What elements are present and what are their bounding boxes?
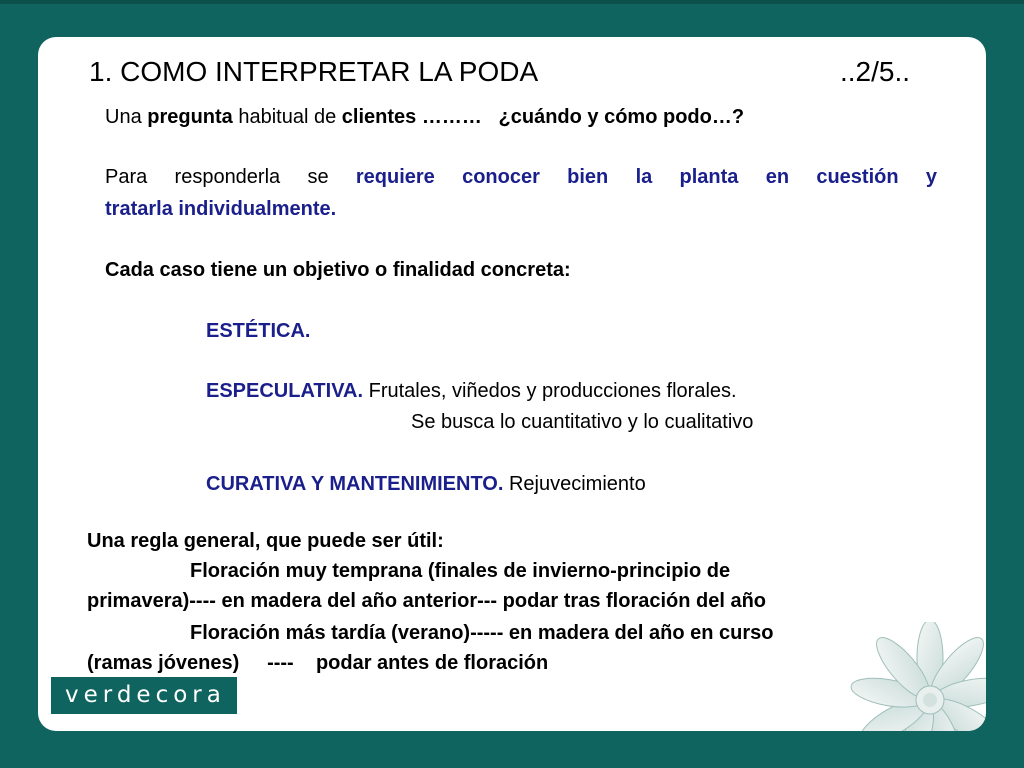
- slide-panel: [38, 37, 986, 731]
- rule-line-2: primavera)---- en madera del año anterior--- podar tras floración del año: [87, 590, 767, 612]
- answer-plain: Para responderla se: [105, 166, 356, 188]
- especulativa-text: Frutales, viñedos y producciones florales.: [363, 380, 737, 402]
- answer-bold-1: requiere conocer bien la planta en cuestión y: [355, 166, 937, 188]
- objective-especulativa: [206, 379, 737, 403]
- logo-text: verdecora: [65, 682, 226, 708]
- question-line: [105, 105, 744, 129]
- rule-line-4: (ramas jóvenes) ---- podar antes de floración: [87, 652, 549, 674]
- objective-estetica: ESTÉTICA.: [206, 320, 311, 342]
- rule-line-3: Floración más tardía (verano)----- en madera del año en curso: [190, 622, 774, 644]
- flower-icon: [838, 622, 986, 731]
- question-prefix: Una: [105, 106, 148, 128]
- verdecora-logo: [51, 677, 237, 714]
- slide-title: 1. COMO INTERPRETAR LA PODA: [89, 56, 539, 87]
- objective-curativa: [206, 472, 646, 496]
- question-word-pregunta: pregunta: [147, 106, 233, 128]
- curativa-text: Rejuvecimiento: [503, 473, 646, 495]
- question-middle: habitual de: [232, 106, 342, 128]
- rule-line-1: Floración muy temprana (finales de invierno-principio de: [190, 560, 731, 582]
- rule-heading: Una regla general, que puede ser útil:: [87, 530, 444, 552]
- page-indicator: ..2/5..: [840, 56, 911, 87]
- objective-heading: Cada caso tiene un objetivo o finalidad concreta:: [105, 259, 571, 281]
- top-border: [0, 0, 1024, 4]
- curativa-label: CURATIVA Y MANTENIMIENTO.: [206, 473, 504, 495]
- question-spacer: [482, 106, 499, 128]
- especulativa-text-2: Se busca lo cuantitativo y lo cualitativo: [411, 411, 754, 433]
- answer-line-1: [105, 162, 937, 192]
- question-word-clientes: clientes ………: [341, 106, 482, 128]
- especulativa-label: ESPECULATIVA.: [206, 380, 364, 402]
- answer-bold-2: tratarla individualmente.: [105, 198, 337, 220]
- question-text: ¿cuándo y cómo podo…?: [498, 106, 745, 128]
